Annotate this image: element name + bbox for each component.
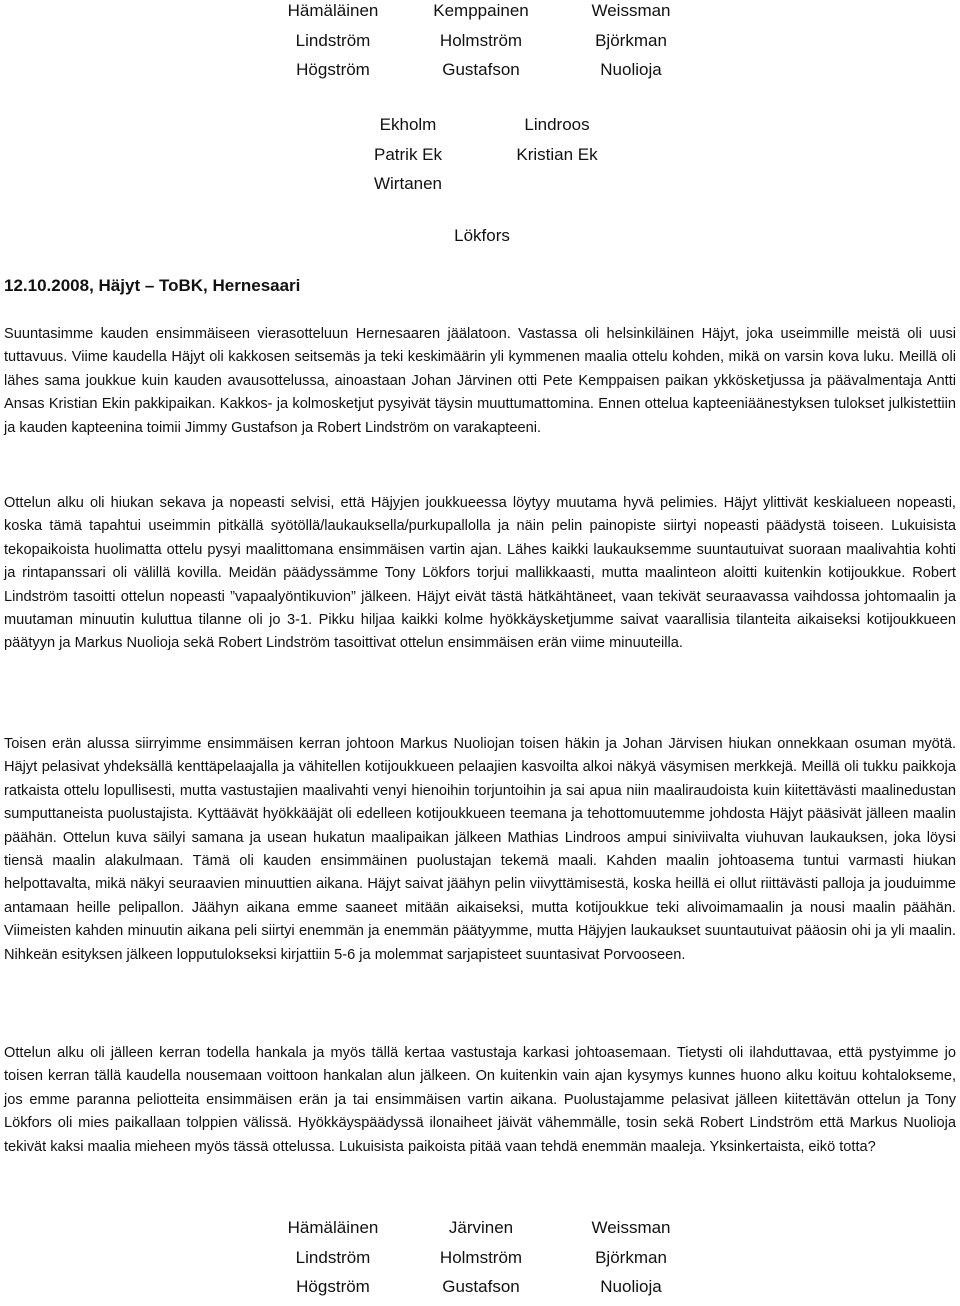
forward-line-3: [0, 59, 960, 89]
player-name: Björkman: [595, 1247, 667, 1267]
forward-line-3: [0, 1276, 960, 1306]
forward-line-2: [0, 1247, 960, 1277]
player-name: Nuolioja: [600, 60, 662, 79]
player-name: Ekholm: [379, 115, 437, 134]
player-name: Weissman: [591, 1218, 671, 1237]
defense-pair-3: [0, 173, 960, 203]
top-forward-lines: [0, 0, 960, 89]
report-paragraph-2: Ottelun alku oli hiukan sekava ja nopeasti selvisi, että Häjyjen joukkueessa löytyy muutama hyvä pelimies. Häjyt ylittivät keskialueen nopeasti, koska tämä tapahtui useimmin pitkällä syötöllä/laukauksella/purkupallolla ja näin pelin painopiste siirtyi nopeasti päädystä toiseen. Lukuisista tekopaikoista huolimatta ottelu pysyi maalittomana ensimmäisen vartin ajan. Lähes kaikki laukauksemme suuntautuivat suoraan maalivahtia kohti ja rintapanssari oli välillä kovilla. Meidän päädyssämme Tony Lökfors torjui mallikkaasti, mutta maalinteon aloitti kuitenkin kotijoukkue. Robert Lindström tasoitti ottelun nopeasti ”vapaalyöntikuvion” jälkeen. Häjyt eivät tästä hätkähtäneet, vaan tekivät seuraavassa vaihdossa johtomaalin ja muutaman minuutin kuluttua tilanne oli jo 3-1. Pikku hiljaa kaikki kolme hyökkäysketjumme saivat vaarallisia tilanteita aikaiseksi kotijoukkueen päätyyn ja Markus Nuolioja sekä Robert Lindström tasoittivat ottelun ensimmäisen erän viime minuuteilla.: [4, 495, 956, 652]
player-name: Weissman: [591, 1, 671, 20]
player-name: Nuolioja: [600, 1277, 662, 1296]
player-name: Kristian Ek: [516, 144, 598, 164]
report-paragraph-4: Ottelun alku oli jälleen kerran todella hankala ja myös tällä kertaa vastustaja karkasi johtoasemaan. Tietysti oli ilahduttavaa, että pystyimme jo toisen kerran tällä kaudella nousemaan voittoon hankalan alun jälkeen. On kuitenkin vain ajan kysymys kunnes huono alku koituu kohtalokseme, jos emme paranna peliotteita ensimmäisen erän ja tai ensimmäisen vartin aikana. Puolustajamme pelasivat jälleen kiitettävän ottelun ja Tony Lökfors oli mies paikallaan tolppien välissä. Hyökkäyspäädyssä ilonaiheet jäivät vähemmälle, tosin sekä Robert Lindström että Markus Nuolioja tekivät kaksi maalia mieheen myös tässä ottelussa. Lukuisista paikoista pitää vaan tehdä enemmän maaleja. Yksinkertaista, eikö totta?: [4, 1045, 956, 1155]
top-goalie: [0, 225, 960, 255]
player-name: Järvinen: [448, 1218, 514, 1237]
player-name: Hämäläinen: [287, 1, 379, 20]
match-heading: 12.10.2008, Häjyt – ToBK, Hernesaari: [4, 276, 301, 295]
report-paragraph-1: Suuntasimme kauden ensimmäiseen vierasotteluun Hernesaaren jäälatoon. Vastassa oli helsinkiläinen Häjyt, joka useimmille meistä oli uusi tuttavuus. Viime kaudella Häjyt oli kakkosen seitsemäs ja teki keskimäärin yli kymmenen maalia ottelu kohden, mikä on varsin kova luku. Meillä oli lähes sama joukkue kuin kauden avausottelussa, ainoastaan Johan Järvinen otti Pete Kemppaisen paikan ykkösketjussa ja päävalmentaja Antti Ansas Kristian Ekin pakkipaikan. Kakkos- ja kolmosketjut pysyivät täysin muuttumattomina. Ennen ottelua kapteeniäänestyksen tulokset julkistettiin ja kauden kapteenina toimii Jimmy Gustafson ja Robert Lindström on varakapteeni.: [4, 326, 956, 436]
defense-pair-1: [0, 114, 960, 144]
player-name: Hämäläinen: [287, 1218, 379, 1237]
player-name: Lindroos: [524, 115, 590, 134]
player-name: Holmström: [439, 1247, 523, 1267]
player-name: Gustafson: [442, 60, 520, 79]
goalie-name: Lökfors: [454, 226, 510, 245]
player-name: Björkman: [595, 30, 667, 50]
defense-pair-2: [0, 144, 960, 174]
player-name: Kemppainen: [433, 1, 529, 20]
player-name: Lindström: [295, 30, 371, 50]
top-defense-pairs: [0, 114, 960, 203]
forward-line-1: [0, 1217, 960, 1247]
report-paragraph-3: Toisen erän alussa siirryimme ensimmäisen kerran johtoon Markus Nuoliojan toisen häkin ja Johan Järvisen hiukan onnekkaan osuman myötä. Häjyt pelasivat yhdeksällä kenttäpelaajalla ja vähitellen kotijoukkueen pelaajien kasvoilta alkoi näkyä väsymisen merkkejä. Meillä oli tukku paikkoja ratkaista ottelu lopullisesti, mutta vastustajien maalivahti venyi hienoihin torjuntoihin ja sai apua niin maaliraudoista kuin kiitettävästi maalinedustan sumputtaneista puolustajista. Kyttäävät hyökkääjät oli edelleen kotijoukkueen teemana ja tehottomuutemme johdosta Häjyt pääsivät jälleen maalin päähän. Ottelun kuva säilyi samana ja usean hukatun maalipaikan jälkeen Mathias Lindroos ampui siniviivalta viuhuvan laukauksen, joka löysi tiensä maalin alakulmaan. Tämä oli kauden ensimmäinen puolustajan tekemä maali. Kahden maalin johtoasema tuntui varmasti hiukan helpottavalta, mikä näkyi seuraavien minuuttien aikana. Häjyt saivat jäähyn pelin viivyttämisestä, koska heillä ei ollut riittävästi palloja ja jouduimme antamaan heille pelipallon. Jäähyn aikana emme saaneet mitään aikaiseksi, mutta kotijoukkue teki alivoimamaalin ja nousi maalin päähän. Viimeisten kahden minuutin aikana peli siirtyi enemmän ja enemmän päätyymme, mutta Häjyjen laukaukset suuntautuivat pääosin ohi ja yli maalin. Nihkeän esityksen jälkeen lopputulokseksi kirjattiin 5-6 ja molemmat sarjapisteet suuntasivat Porvooseen.: [4, 736, 956, 963]
bottom-forward-lines: [0, 1217, 960, 1306]
player-name: Gustafson: [442, 1277, 520, 1296]
player-name: Högström: [296, 60, 370, 79]
player-name: Holmström: [439, 30, 523, 50]
player-name: Högström: [296, 1277, 370, 1296]
player-name: Patrik Ek: [373, 144, 443, 164]
forward-line-1: [0, 0, 960, 30]
player-name: Lindström: [295, 1247, 371, 1267]
player-name: Wirtanen: [373, 174, 443, 193]
forward-line-2: [0, 30, 960, 60]
